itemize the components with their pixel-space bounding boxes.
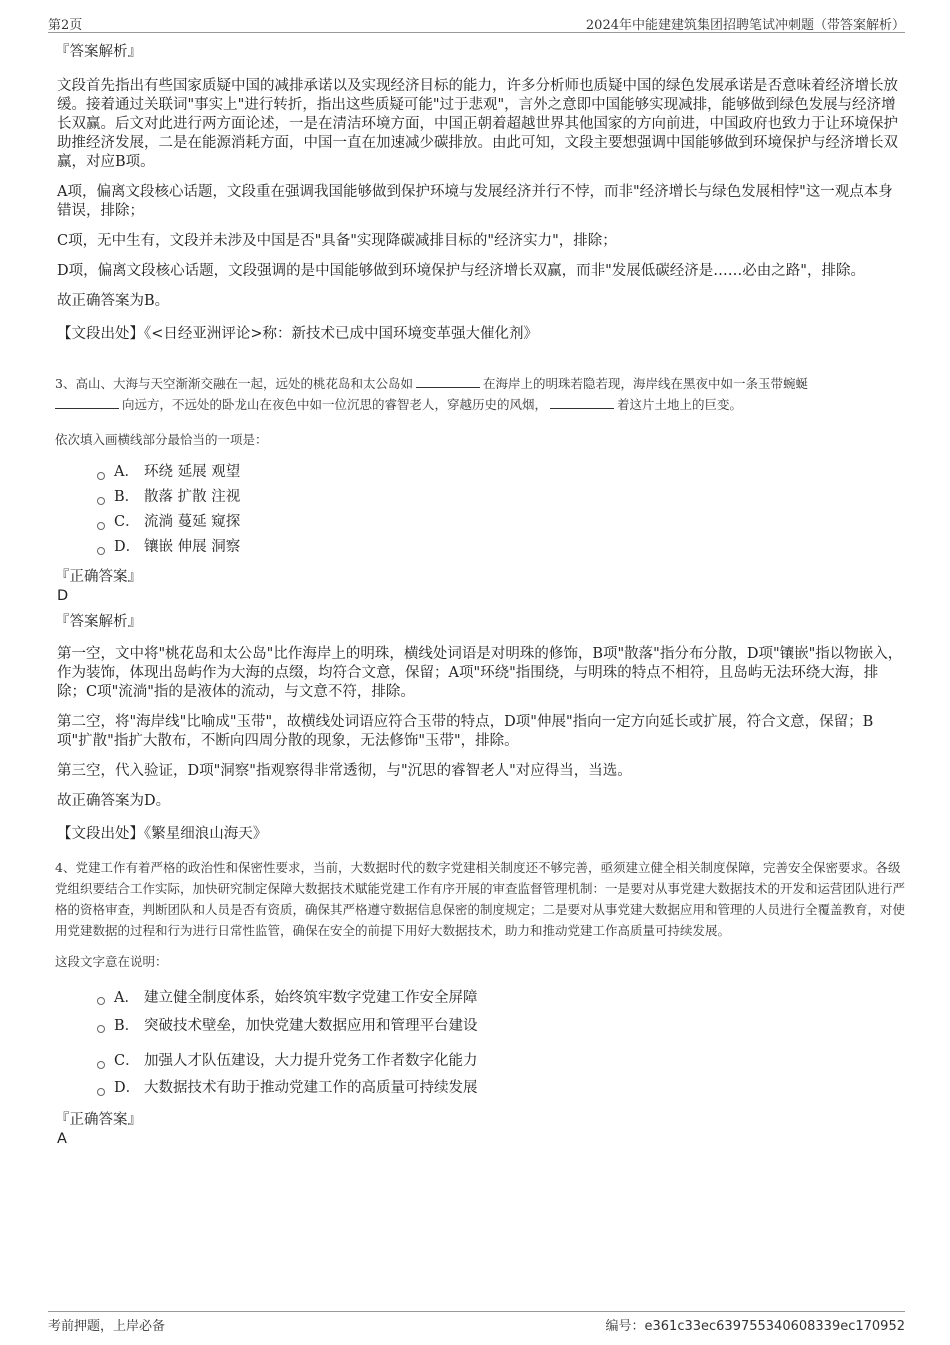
q4-option-b[interactable] <box>97 1012 905 1040</box>
option-text: 大数据技术有助于推动党建工作的高质量可持续发展 <box>144 1080 478 1096</box>
q2-source: 【文段出处】《<日经亚洲评论>称：新技术已成中国环境变革强大催化剂》 <box>57 326 539 342</box>
q3-option-b[interactable] <box>97 485 905 510</box>
q4-option-a[interactable] <box>97 984 905 1012</box>
q3-correct-label: 『正确答案』 <box>55 569 142 585</box>
option-text: 镶嵌 伸展 洞察 <box>144 539 241 555</box>
radio-button[interactable] <box>97 997 105 1005</box>
option-letter: B． <box>114 1018 140 1034</box>
option-text: 突破技术壁垒，加快党建大数据应用和管理平台建设 <box>144 1018 478 1034</box>
option-text: 加强人才队伍建设，大力提升党务工作者数字化能力 <box>144 1053 478 1069</box>
radio-button[interactable] <box>97 1025 105 1033</box>
radio-button[interactable] <box>97 1088 105 1096</box>
option-letter: C． <box>114 514 140 530</box>
option-letter: D． <box>114 1080 141 1096</box>
document-code <box>606 1315 906 1334</box>
blank-line <box>55 396 119 409</box>
option-letter: D． <box>114 539 141 555</box>
q4-correct-answer: A <box>57 1131 67 1147</box>
q3-analysis-label: 『答案解析』 <box>55 614 142 630</box>
q3-analysis-para-3: 第三空，代入验证，D项"洞察"指观察得非常透彻，与"沉思的睿智老人"对应得当，当选。 <box>57 763 632 779</box>
q3-options <box>97 460 905 560</box>
radio-button[interactable] <box>97 547 105 555</box>
page-header <box>48 10 905 33</box>
radio-button[interactable] <box>97 1061 105 1069</box>
radio-button[interactable] <box>97 472 105 480</box>
q2-conclusion: 故正确答案为B。 <box>57 293 170 309</box>
page-footer <box>48 1311 905 1336</box>
q2-analysis-para-4: D项，偏离文段核心话题，文段强调的是中国能够做到环境保护与经济增长双赢，而非"发展低碳经济是……必由之路"，排除。 <box>57 263 865 279</box>
q4-stem: 4、党建工作有着严格的政治性和保密性要求，当前，大数据时代的数字党建相关制度还不够完善，亟须建立健全相关制度保障，完善安全保密要求。各级党组织要结合工作实际，加快研究制定保障大数据技术赋能党建工作有序开展的审查监督管理机制：一是要对从事党建大数据技术的开发和运营团队进行严格的资格审查，判断团队和人员是否有资质，确保其严格遵守数据信息保密的制度规定；二是要对从事党建大数据应用和管理的人员进行全覆盖教育，对使用党建数据的过程和行为进行日常性监管，确保在安全的前提下用好大数据技术，助力和推动党建工作高质量可持续发展。 <box>55 860 906 938</box>
q2-analysis-label: 『答案解析』 <box>55 44 142 60</box>
q3-conclusion: 故正确答案为D。 <box>57 793 171 809</box>
q4-option-c[interactable] <box>97 1048 905 1075</box>
footer-slogan: 考前押题，上岸必备 <box>48 1319 166 1334</box>
q3-analysis-para-2: 第二空，将"海岸线"比喻成"玉带"，故横线处词语应符合玉带的特点，D项"伸展"指向一定方向延长或扩展，符合文意，保留；B项"扩散"指扩大散布，不断向四周分散的现象，无法修饰"玉带"，排除。 <box>57 714 874 749</box>
option-text: 建立健全制度体系，始终筑牢数字党建工作安全屏障 <box>144 990 478 1006</box>
q3-stem <box>55 373 905 415</box>
q3-prompt: 依次填入画横线部分最恰当的一项是： <box>55 432 268 447</box>
q3-stem-part-3: 向远方，不远处的卧龙山在夜色中如一位沉思的睿智老人，穿越历史的风烟， <box>122 397 548 412</box>
option-text: 环绕 延展 观望 <box>144 464 241 480</box>
code-value: e361c33ec639755340608339ec170952 <box>644 1319 905 1334</box>
blank-line <box>550 396 614 409</box>
radio-button[interactable] <box>97 497 105 505</box>
q4-prompt: 这段文字意在说明： <box>55 954 168 969</box>
q2-analysis-para-3: C项，无中生有，文段并未涉及中国是否"具备"实现降碳减排目标的"经济实力"，排除； <box>57 233 617 249</box>
q3-source: 【文段出处】《繁星细浪山海天》 <box>57 826 268 842</box>
q3-stem-part-4: 着这片土地上的巨变。 <box>617 397 743 412</box>
q3-option-c[interactable] <box>97 510 905 535</box>
option-letter: B． <box>114 489 140 505</box>
option-text: 流淌 蔓延 窥探 <box>144 514 241 530</box>
option-letter: A． <box>114 990 139 1006</box>
q4-options <box>97 984 905 1102</box>
option-text: 散落 扩散 注视 <box>144 489 241 505</box>
q3-option-d[interactable] <box>97 535 905 560</box>
q2-analysis-para-2: A项，偏离文段核心话题，文段重在强调我国能够做到保护环境与发展经济并行不悖，而非"经济增长与绿色发展相悖"这一观点本身错误，排除； <box>57 184 893 219</box>
q4-option-d[interactable] <box>97 1075 905 1102</box>
blank-line <box>416 375 480 388</box>
option-letter: C． <box>114 1053 140 1069</box>
q4-correct-label: 『正确答案』 <box>55 1112 142 1128</box>
option-letter: A． <box>114 464 139 480</box>
q3-stem-part-2: 在海岸上的明珠若隐若现，海岸线在黑夜中如一条玉带蜿蜒 <box>482 376 808 391</box>
q3-stem-part-1: 3、高山、大海与天空渐渐交融在一起，远处的桃花岛和太公岛如 <box>55 376 413 391</box>
q3-analysis-para-1: 第一空，文中将"桃花岛和太公岛"比作海岸上的明珠，横线处词语是对明珠的修饰，B项"散落"指分布分散，D项"镶嵌"指以物嵌入，作为装饰，体现出岛屿作为大海的点缀，均符合文意，保留；A项"环绕"指围绕，与明珠的特点不相符，且岛屿无法环绕大海，排除；C项"流淌"指的是液体的流动，与文意不符，排除。 <box>57 646 903 700</box>
code-label: 编号： <box>605 1319 645 1334</box>
document-title: 2024年中能建建筑集团招聘笔试冲刺题（带答案解析） <box>585 18 905 33</box>
page-number: 第2页 <box>48 18 83 33</box>
q3-option-a[interactable] <box>97 460 905 485</box>
q3-correct-answer: D <box>57 588 69 604</box>
page-content <box>55 40 905 1153</box>
radio-button[interactable] <box>97 522 105 530</box>
q2-analysis-para-1: 文段首先指出有些国家质疑中国的减排承诺以及实现经济目标的能力，许多分析师也质疑中国的绿色发展承诺是否意味着经济增长放缓。接着通过关联词"事实上"进行转折，指出这些质疑可能"过于悲观"，言外之意即中国能够实现减排，能够做到绿色发展与经济增长双赢。后文对此进行两方面论述，一是在清洁环境方面，中国正朝着超越世界其他国家的方向前进，中国政府也致力于让环境保护助推经济发展，二是在能源消耗方面，中国一直在加速减少碳排放。由此可知，文段主要想强调中国能够做到环境保护与经济增长双赢，对应B项。 <box>57 78 898 170</box>
